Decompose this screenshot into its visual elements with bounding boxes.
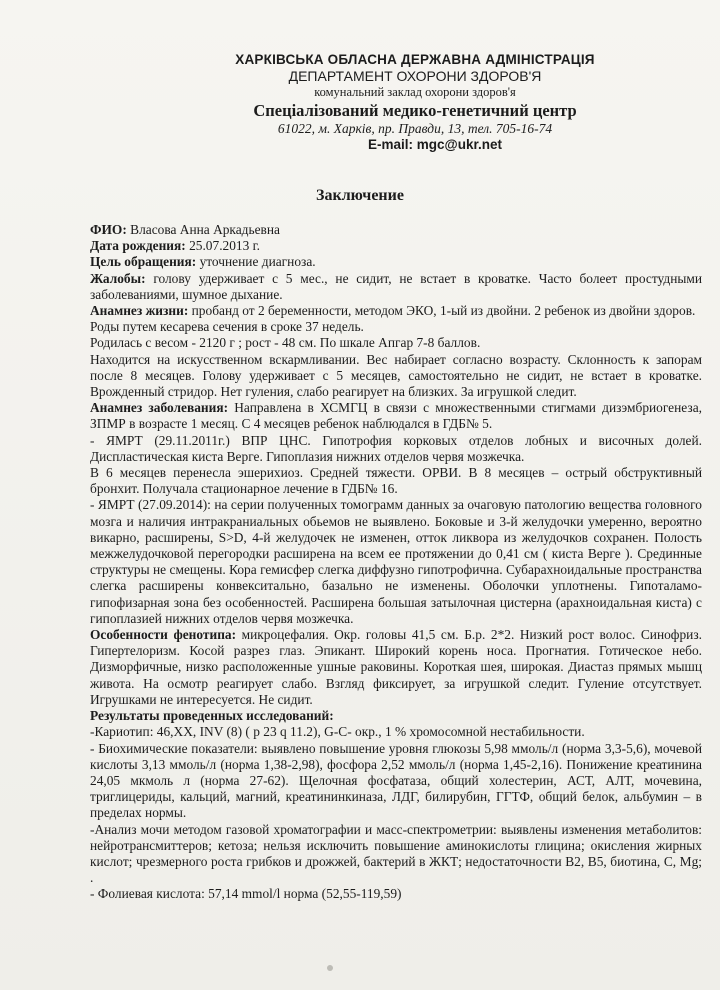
feeding-paragraph: Находится на искусственном вскармливании. Вес набирает согласно возрасту. Склонность к запорам после 8 месяцев. Голову удерживает с 5 месяцев, самостоятельно не сидит, не встает в кроватке. Врожденный стридор. Нет гуления, слабо реагирует на близких. За игрушкой следит. [90, 351, 702, 400]
document-title: Заключение [316, 187, 404, 204]
phenotype-paragraph [90, 627, 702, 708]
folic-acid-line: - Фолиевая кислота: 57,14 mmol/l норма (52,55-119,59) [90, 886, 402, 902]
header-center-name: Спеціалізований медико-генетичний центр [253, 100, 577, 120]
birth-value: 25.07.2013 г. [185, 238, 261, 254]
birth-label: Дата рождения: [90, 238, 186, 254]
anamnesis-life-paragraph [90, 303, 702, 319]
complaints-paragraph [90, 271, 702, 303]
birth-delivery-line: Роды путем кесарева сечения в сроке 37 недель. [90, 319, 364, 335]
mri-2011-paragraph: - ЯМРТ (29.11.2011г.) ВПР ЦНС. Гипотрофия корковых отделов лобных и височных долей. Диспластическая киста Верге. Гипоплазия нижних отделов червя мозжечка. [90, 432, 702, 464]
header-email: E-mail: mgc@ukr.net [368, 136, 502, 152]
phenotype-label: Особенности фенотипа: [90, 627, 237, 643]
karyotype-line: -Кариотип: 46,XX, INV (8) ( р 23 q 11.2), G-C- окр., 1 % хромосомной нестабильности. [90, 724, 585, 740]
illness-paragraph: В 6 месяцев перенесла эшерихиоз. Средней тяжести. ОРВИ. В 8 месяцев – острый обструктивный бронхит. Получала стационарное лечение в ГДБ№ 16. [90, 465, 702, 497]
complaints-text: голову удерживает с 5 мес., не сидит, не встает в кроватке. Часто болеет простудными заболеваниями, шумное дыхание. [90, 270, 702, 302]
anamnesis-life-label: Анамнез жизни: [90, 303, 189, 319]
letterhead [200, 52, 630, 153]
fio-line [90, 222, 702, 238]
header-administration: ХАРКІВСЬКА ОБЛАСНА ДЕРЖАВНА АДМІНІСТРАЦІЯ [235, 52, 595, 67]
header-department: ДЕПАРТАМЕНТ ОХОРОНИ ЗДОРОВ'Я [288, 68, 542, 85]
scan-dot [327, 965, 333, 971]
purpose-line [90, 254, 702, 270]
fio-value: Власова Анна Аркадьевна [126, 222, 280, 237]
anamnesis-disease-text: Направлена в ХСМГЦ в связи с множественными стигмами дизэмбриогенеза, ЗПМР в возрасте 1 месяц. С 4 месяцев ребенок наблюдался в ГДБ№ 5. [90, 400, 702, 432]
anamnesis-disease-paragraph [90, 400, 702, 432]
anamnesis-disease-label: Анамнез заболевания: [90, 400, 229, 416]
document-body [90, 222, 702, 903]
results-heading: Результаты проведенных исследований: [90, 708, 334, 724]
header-address: 61022, м. Харків, пр. Правди, 13, тел. 705-16-74 [277, 120, 553, 136]
purpose-value: уточнение диагноза. [196, 254, 316, 270]
fio-label: ФИО: [90, 222, 127, 237]
complaints-label: Жалобы: [90, 270, 146, 286]
birth-weight-line: Родилась с весом - 2120 г ; рост - 48 см. По шкале Апгар 7-8 баллов. [90, 335, 481, 351]
header-institution-type: комунальний заклад охорони здоров'я [314, 84, 516, 99]
birth-line [90, 238, 702, 254]
purpose-label: Цель обращения: [90, 254, 197, 270]
urine-paragraph: -Анализ мочи методом газовой хроматографии и масс-спектрометрии: выявлены изменения метаболитов: нейротрансмиттеров; кетоза; нельзя исключить повышение аминокислоты глицина; окисления жирных кислот; чрезмерного роста грибков и дрожжей, бактерий в ЖКТ; недостаточности B2, B5, биотина, С, Mg; . [90, 821, 702, 886]
biochem-paragraph: - Биохимические показатели: выявлено повышение уровня глюкозы 5,98 ммоль/л (норма 3,3-5,6), мочевой кислоты 3,13 ммоль/л (норма 1,38-2,98), фосфора 2,52 ммоль/л (норма 1,45-2,16). Понижение креатинина 24,05 мкмоль л (норма 27-62). Щелочная фосфатаза, общий холестерин, АСТ, АЛТ, мочевина, триглицериды, кальций, магний, креатининкиназа, ЛДГ, билирубин, ГГТФ, общий белок, альбумин – в пределах нормы. [90, 740, 702, 821]
anamnesis-life-text: пробанд от 2 беременности, методом ЭКО, 1-ый из двойни. 2 ребенок из двойни здоров. [188, 303, 696, 319]
phenotype-text: микроцефалия. Окр. головы 41,5 см. Б.р. 2*2. Низкий рост волос. Синофриз. Гипертелоризм. Косой разрез глаз. Эпикант. Широкий корень носа. Прогнатия. Готическое небо. Дизморфичные, низко расположенные ушные раковины. Короткая шея, широкая. Диастаз прямых мышц живота. На осмотр реагирует слабо. Взгляд фиксирует, за игрушкой следит. Гуление отсутствует. Игрушками не интересуется. Не сидит. [90, 627, 702, 707]
mri-2014-paragraph: - ЯМРТ (27.09.2014): на серии полученных томограмм данных за очаговую патологию вещества головного мозга и наличия интракраниальных обьемов не выявлено. Боковые и 3-й желудочки умеренно, вероятно викарно, расширены, S>D, 4-й желудочек не изменен, отток ликвора из желудочков сохранен. Полость межжелудочковой перегородки расширена на всем ее протяжении до 0,41 см ( киста Верге ). Срединные структуры не смещены. Кора гемисфер слегка диффузно гипотрофична. Субарахноидальные пространства слегка расширены конвекситально, базально не изменены. Оболочки уплотнены. Гипоталамо-гипофизарная зона без особенностей. Расширена большая затылочная цистерна (арахноидальная киста) с гипоплазией нижних отделов червя мозжечка. [90, 497, 702, 626]
